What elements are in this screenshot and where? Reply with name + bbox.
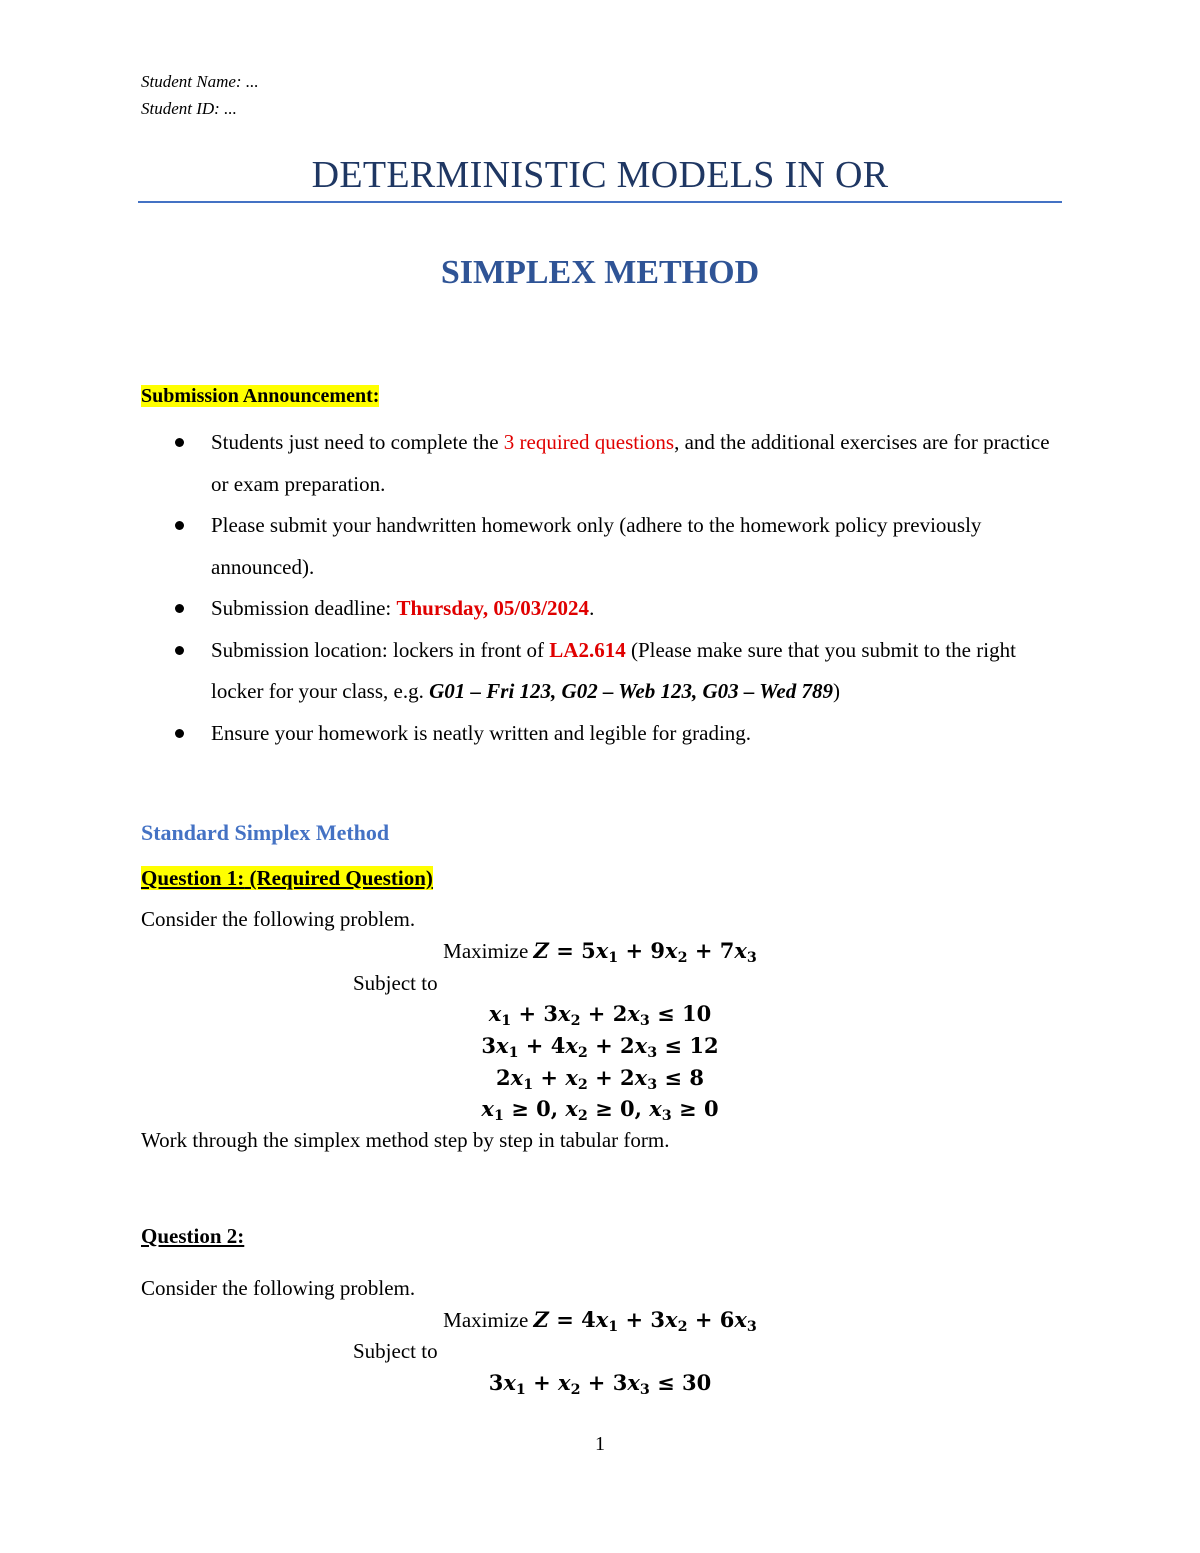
bullet-icon xyxy=(175,646,184,655)
room-number: LA2.614 xyxy=(549,637,626,662)
q1-objective: Maximize $Z = 5x_1 + 9x_2 + 7x_3$ xyxy=(443,938,757,966)
q2-constraint: $3x_1 + x_2 + 3x_3 \le 30$ xyxy=(488,1370,712,1398)
announcement-item xyxy=(141,713,1061,755)
announcement-heading xyxy=(141,383,379,409)
q2-maximize-label: Maximize xyxy=(443,1308,529,1332)
q2-objective: Maximize $Z = 4x_1 + 3x_2 + 6x_3$ xyxy=(443,1307,757,1335)
announcement-item xyxy=(141,588,1061,630)
bullet-text: Submission location: lockers in front of xyxy=(211,637,550,662)
document-title: DETERMINISTIC MODELS IN OR xyxy=(311,154,889,196)
bullet-icon xyxy=(175,729,184,738)
document-subtitle: SIMPLEX METHOD xyxy=(440,254,760,291)
announcement-item xyxy=(141,505,1061,588)
bullet-text: ) xyxy=(832,679,840,703)
q1-nonnegativity: $x_1 \ge 0$, $x_2 \ge 0$, $x_3 \ge 0$ xyxy=(481,1096,719,1124)
bullet-text: (Please make sure that you submit to the right locker for your class, e.g. xyxy=(211,637,1016,703)
page-number: 1 xyxy=(595,1433,605,1455)
announcement-list xyxy=(141,422,1061,754)
q1-constraint: $x_1 + 3x_2 + 2x_3 \le 10$ xyxy=(488,1001,712,1029)
question-2-intro: Consider the following problem. xyxy=(141,1276,416,1300)
question-1-tag: (Required Question) xyxy=(249,866,433,890)
announcement-item xyxy=(141,630,1061,713)
bullet-text: , and the additional exercises are for practice or exam preparation. xyxy=(211,430,1050,496)
bullet-text: Ensure your homework is neatly written and legible for grading. xyxy=(211,720,752,745)
student-name-line: Student Name: ... xyxy=(141,72,259,91)
student-id-line: Student ID: ... xyxy=(141,99,237,118)
required-count-text: 3 required questions xyxy=(503,430,675,454)
announcement-heading-text: Submission Announcement: xyxy=(141,385,380,407)
bullet-icon xyxy=(175,438,184,447)
bullet-text: Please submit your handwritten homework only (adhere to the homework policy previously announced). xyxy=(211,513,982,579)
class-lockers: G01 – Fri 123, G02 – Web 123, G03 – Wed 789 xyxy=(429,679,833,703)
bullet-text: Students just need to complete the xyxy=(211,430,504,454)
question-1-label: Question 1: xyxy=(141,866,245,890)
bullet-icon xyxy=(175,604,184,613)
bullet-text: . xyxy=(589,596,595,620)
q1-constraint: $2x_1 + x_2 + 2x_3 \le 8$ xyxy=(496,1065,704,1093)
q1-subject-to: Subject to xyxy=(353,971,438,995)
title-underline xyxy=(138,201,1062,203)
section-heading: Standard Simplex Method xyxy=(141,820,390,845)
announcement-item xyxy=(141,422,1061,505)
q1-maximize-label: Maximize xyxy=(443,939,529,963)
q1-constraint: $3x_1 + 4x_2 + 2x_3 \le 12$ xyxy=(481,1033,719,1061)
question-1-heading xyxy=(141,865,433,891)
deadline-date: Thursday, 05/03/2024 xyxy=(396,596,590,620)
bullet-icon xyxy=(175,521,184,530)
question-1-intro: Consider the following problem. xyxy=(141,907,416,931)
question-2-heading: Question 2: xyxy=(141,1224,245,1248)
q2-subject-to: Subject to xyxy=(353,1339,438,1363)
bullet-text: Submission deadline: xyxy=(211,596,397,620)
question-1-instruction: Work through the simplex method step by step in tabular form. xyxy=(141,1128,670,1152)
